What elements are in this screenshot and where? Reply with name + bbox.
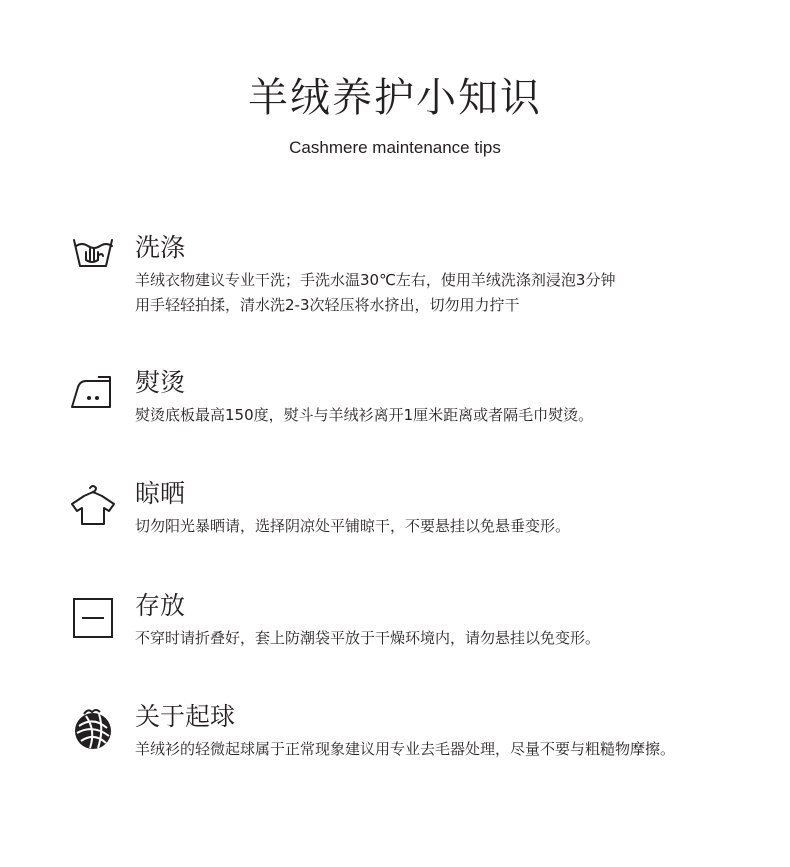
tip-description-line: 熨烫底板最高150度，熨斗与羊绒衫离开1厘米距离或者隔毛巾熨烫。 — [135, 406, 594, 424]
tip-heading: 关于起球 — [135, 702, 236, 731]
iron-icon — [70, 369, 116, 415]
tip-description — [135, 514, 570, 539]
tip-description — [135, 268, 615, 318]
tip-description — [135, 626, 600, 651]
tip-heading: 存放 — [135, 591, 186, 620]
tip-description-line: 不穿时请折叠好，套上防潮袋平放于干燥环境内，请勿悬挂以免变形。 — [135, 629, 601, 647]
yarn-ball-icon — [70, 706, 116, 752]
tip-description-line: 羊绒衫的轻微起球属于正常现象建议用专业去毛器处理，尽量不要与粗糙物摩擦。 — [135, 740, 676, 758]
tip-heading: 洗涤 — [135, 233, 186, 262]
tip-heading: 晾晒 — [135, 479, 186, 508]
page-title: 羊绒养护小知识 — [248, 75, 542, 121]
hanging-shirt-icon — [70, 482, 116, 528]
tip-description-line: 羊绒衣物建议专业干洗；手洗水温30℃左右，使用羊绒洗涤剂浸泡3分钟 — [135, 271, 616, 289]
tip-description-line: 用手轻轻拍揉，清水洗2-3次轻压将水挤出，切勿用力拧干 — [135, 296, 520, 314]
hand-wash-icon — [70, 232, 116, 278]
page-subtitle: Cashmere maintenance tips — [289, 138, 501, 157]
tip-description — [135, 737, 675, 762]
tip-description — [135, 403, 593, 428]
flat-dry-icon — [70, 595, 116, 641]
tip-heading: 熨烫 — [135, 368, 186, 397]
tip-description-line: 切勿阳光暴晒请，选择阴凉处平铺晾干，不要悬挂以免悬垂变形。 — [135, 517, 571, 535]
